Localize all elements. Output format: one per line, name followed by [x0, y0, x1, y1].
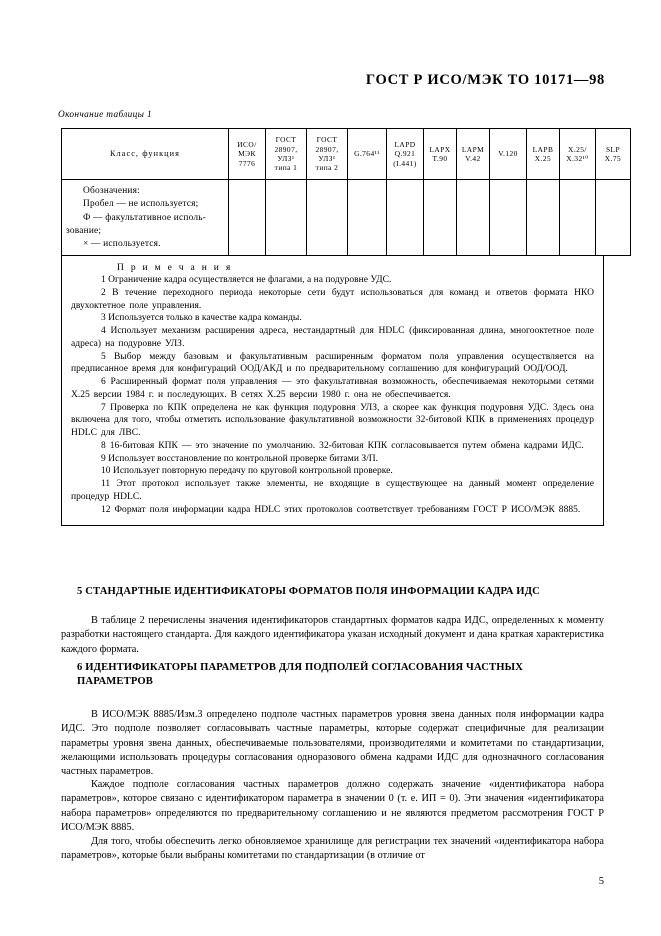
note-item: 8 16-битовая КПК — это значение по умолчанию. 32-битовая КПК согласовывается путем обмена кадрами ИДС.	[101, 440, 584, 451]
formats-table	[61, 128, 631, 256]
col-gost2-line-0: ГОСТ	[316, 135, 338, 145]
note-item: 11 Этот протокол использует также элементы, не входящие в существующее на данный момент определение процедур HDLC.	[71, 479, 594, 503]
table-cell-empty	[387, 180, 424, 256]
col-iso-line-2: 7776	[238, 158, 256, 168]
table-col-g764	[348, 129, 387, 180]
table-col-x25-x32	[560, 129, 596, 180]
note-item: 2 В течение переходного периода некоторые сети будут использоваться для команд и ответов формата НКО двухоктетное поле управления.	[71, 287, 594, 311]
col-slp-line-0: SLP	[605, 144, 621, 154]
col-lapd-line-2: (I.441)	[393, 158, 417, 168]
col-gost1-line-0: ГОСТ	[275, 135, 297, 145]
legend-entry-3: × — используется.	[83, 239, 161, 250]
col-x25x32-line-0: X.25/	[568, 144, 587, 154]
note-item: 1 Ограничение кадра осуществляется не флагами, а на подуровне УДС.	[101, 275, 392, 285]
section-6-paragraph: Каждое подполе согласования частных параметров должно содержать значение «идентификатора набора параметров», которое связано с идентификатором параметра в значении 0 (т. е. ИП = 0). Эти значения «идентификатора набора параметров» определяются по предварительному соглашению и не являются предметом рассмотрения ГОСТ Р ИСО/МЭК 8885.	[61, 779, 604, 833]
table-cell-empty	[560, 180, 596, 256]
col-x25x32-line-1: X.32¹⁰	[566, 154, 589, 163]
note-item: 5 Выбор между базовым и факультативным расширенным форматом поля управления осуществляется на предписанное время для конфигураций ООД/АКД и по предварительному соглашению для конфигураций ООД/ООД.	[71, 351, 594, 375]
table-cell-empty	[424, 180, 457, 256]
table-col-gost-28907-uls-type2	[307, 129, 348, 180]
col-g764-line-0: G.764¹¹	[354, 149, 380, 159]
col-lapm-line-1: V.42	[465, 154, 481, 163]
legend-entry-0: Пробел — не используется;	[83, 199, 199, 210]
col-lapb-line-0: LAPB	[532, 144, 554, 154]
table-cell-empty	[457, 180, 490, 256]
col-lapd-line-1: Q.921	[394, 149, 416, 159]
legend-entry-1: Ф — факультативное исполь-	[83, 212, 207, 223]
section-5-paragraph: В таблице 2 перечислены значения идентификаторов стандартных форматов кадра ИДС, определенных к моменту разработки настоящего стандарта. Для каждого идентификатора указан исходный документ и дана краткая характеристика каждого формата.	[61, 615, 604, 655]
col-gost2-line-1: 28907,	[315, 144, 339, 154]
section-6-paragraph: Для того, чтобы обеспечить легко обновляемое хранилище для регистрации тех значений «идентификатора набора параметров», которые были выбраны комитетами по стандартизации (в отличие от	[61, 836, 604, 862]
note-item: 12 Формат поля информации кадра HDLC этих протоколов соответствует требованиям ГОСТ Р ИСО/МЭК 8885.	[101, 504, 581, 515]
col-lapd-line-0: LAPD	[394, 139, 416, 149]
section-6-heading: 6 ИДЕНТИФИКАТОРЫ ПАРАМЕТРОВ ДЛЯ ПОДПОЛЕЙ СОГЛАСОВАНИЯ ЧАСТНЫХ ПАРАМЕТРОВ	[77, 662, 524, 687]
table-header-row	[62, 129, 631, 180]
table-cell-empty	[229, 180, 266, 256]
notes-box	[61, 255, 604, 526]
table-cell-empty	[266, 180, 307, 256]
col-iso-line-1: МЭК	[238, 149, 256, 159]
table-cell-empty	[348, 180, 387, 256]
col-gost1-line-2: УЛЗ¹	[277, 154, 295, 163]
table-legend-row	[62, 180, 631, 256]
table-col-class	[62, 129, 229, 180]
col-lapx-line-1: T.90	[432, 154, 448, 163]
table-col-lapx-t90	[424, 129, 457, 180]
table-col-v120	[490, 129, 527, 180]
note-item: 9 Использует восстановление по контрольной проверке битами З/П.	[101, 453, 379, 464]
note-item: 4 Использует механизм расширения адреса, нестандартный для HDLC (фиксированная длина, многооктетное поле адреса) на подуровне УЛЗ.	[71, 326, 594, 349]
legend-entry-2: зование;	[66, 226, 102, 237]
col-lapm-line-0: LAPM	[461, 144, 485, 154]
table-col-lapb-x25	[527, 129, 560, 180]
table-col-lapd-q921	[387, 129, 424, 180]
table-cell-empty	[490, 180, 527, 256]
section-6-paragraph: В ИСО/МЭК 8885/Изм.3 определено подполе частных параметров уровня звена данных поля информации кадра ИДС. Это подполе позволяет согласовывать частные параметры, которые содержат специфичные для реализации параметры уровня звена данных, обеспечиваемые пользователями, производителями и комитетами по стандартизации, желающими использовать процедуры согласования одноразового обмена кадрами ИДС для однозначного согласования частных параметров.	[61, 709, 604, 777]
note-item: 6 Расширенный формат поля управления — это факультативная возможность, обеспечиваемая некоторыми сетями X.25 версии 1984 г. и последующих. В сетях X.25 версии 1980 г. она не обеспечивается.	[71, 377, 594, 400]
notes-title: П р и м е ч а н и я	[117, 263, 233, 273]
document-header-title: ГОСТ Р ИСО/МЭК ТО 10171—98	[365, 72, 605, 88]
col-gost2-line-2: УЛЗ¹	[318, 154, 336, 163]
col-class-line-0: Класс, функция	[109, 148, 181, 158]
table-col-slp-x75	[596, 129, 631, 180]
table-col-lapm-v42	[457, 129, 490, 180]
page-number: 5	[598, 876, 604, 887]
table-col-gost-28907-uls-type1	[266, 129, 307, 180]
col-slp-line-1: X.75	[604, 154, 622, 163]
table-cell-empty	[527, 180, 560, 256]
note-item: 10 Использует повторную передачу по круговой контрольной проверке.	[101, 466, 393, 477]
table-col-iso-iec-7776	[229, 129, 266, 180]
col-lapx-line-0: LAPX	[429, 144, 451, 154]
table-cell-empty	[307, 180, 348, 256]
col-gost1-line-1: 28907,	[274, 144, 298, 154]
col-iso-line-0: ИСО/	[237, 139, 257, 149]
section-5-heading: 5 СТАНДАРТНЫЕ ИДЕНТИФИКАТОРЫ ФОРМАТОВ ПОЛЯ ИНФОРМАЦИИ КАДРА ИДС	[77, 586, 540, 597]
note-item: 3 Используется только в качестве кадра команды.	[101, 313, 302, 324]
table-caption: Окончание таблицы 1	[58, 110, 152, 120]
table-legend-cell	[62, 180, 229, 256]
col-v120-line-0: V.120	[498, 149, 518, 159]
table-cell-empty	[596, 180, 631, 256]
col-gost1-line-3: типа 1	[274, 163, 298, 173]
col-lapb-line-1: X.25	[534, 154, 552, 163]
note-item: 7 Проверка по КПК определена не как функция подуровня УЛЗ, а скорее как функция подуровня УДС. Здесь она включена для того, чтобы отметить использование факультативной возможности 32-битовой КПК в применениях процедур HDLC для ЛВС.	[71, 402, 594, 439]
legend-title: Обозначения:	[83, 186, 140, 196]
col-gost2-line-3: типа 2	[315, 163, 339, 173]
